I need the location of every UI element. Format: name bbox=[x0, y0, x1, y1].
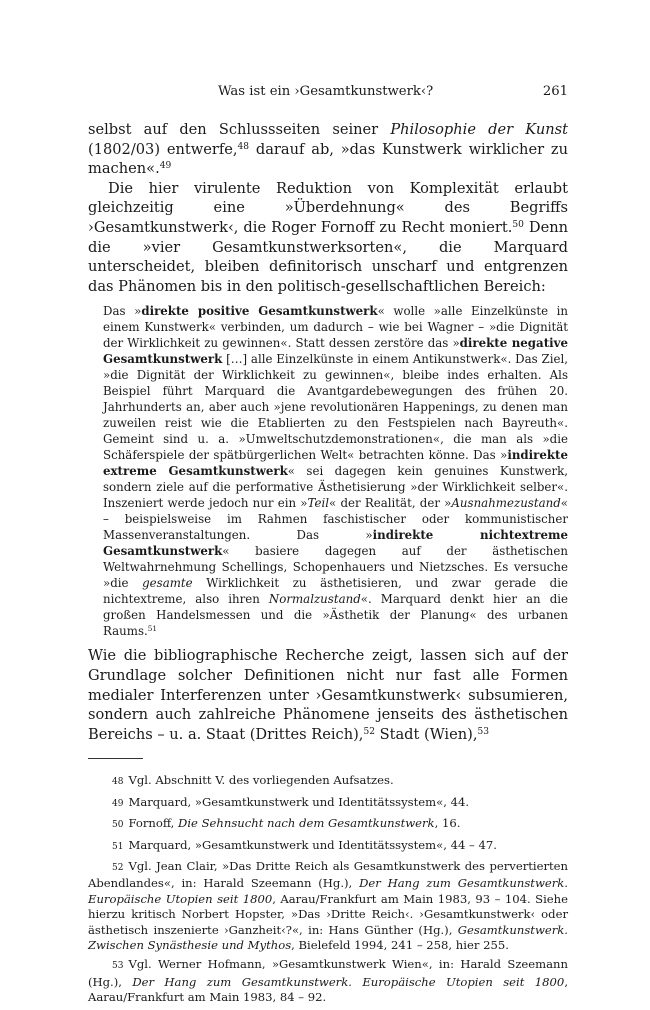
italic-text: Teil bbox=[307, 496, 330, 511]
italic-text: gesamte bbox=[142, 576, 193, 591]
italic-text: Die Sehnsucht nach dem Gesamtkunstwerk bbox=[178, 816, 435, 831]
italic-text: Gesamtkunstwerk. Zwischen Synästhesie und Mythos bbox=[88, 922, 568, 952]
text-run: « sei dagegen kein genuines Kunstwerk, sondern ziele auf die performative Ästhetisierung »der Wirklichkeit selber«. Inszeniert werde jedoch nur ein » bbox=[103, 464, 568, 511]
footnote-ref: 52 bbox=[363, 726, 375, 737]
block-quote-text bbox=[103, 303, 568, 639]
footnote-ref: 48 bbox=[237, 141, 250, 152]
running-head bbox=[88, 84, 568, 106]
bold-term: direkte negative Gesamtkunstwerk bbox=[103, 336, 568, 367]
running-title: Was ist ein ›Gesamtkunstwerk‹? bbox=[218, 84, 434, 99]
footnote-ref: 53 bbox=[477, 726, 489, 737]
footnote-number: 51 bbox=[112, 841, 124, 852]
text-run: « wolle »alle Einzelkünste in einem Kunstwerk« verbinden, um dadurch – wie bei Wagner – »die Dignität der Wirklichkeit zu gewinnen«. Statt dessen zerstöre das » bbox=[103, 304, 569, 351]
closing-text bbox=[88, 646, 568, 744]
text-run: (1802/03) entwerfe, bbox=[88, 140, 238, 158]
text-run: darauf ab, »das Kunstwerk wirklicher zu machen«. bbox=[88, 140, 568, 178]
footnote-52 bbox=[88, 859, 568, 953]
block-quote bbox=[103, 303, 568, 639]
book-page bbox=[88, 84, 568, 1010]
text-run: […] alle Einzelkünste in einem Antikunstwerk«. Das Ziel, »die Dignität der Wirklichkeit zu gewinnen«, bleibe indes erhalten. Als Beispiel führt Marquard die Avantgardebewegungen des frühen 20. Jahrhunderts an, aber auch »jene revolutionären Happenings, zu denen man zuweilen reist wie die Etablierten zu den Festspielen nach Bayreuth«. Gemeint sind u. a. »Umweltschutzdemonstrationen«, die man als »die Schäferspiele der spätbürgerlichen Welt« betrachten könne. Das » bbox=[103, 352, 568, 463]
italic-text: Philosophie der Kunst bbox=[390, 121, 568, 138]
italic-text: Der Hang zum Gesamtkunstwerk. Europäische Utopien seit 1800 bbox=[88, 876, 568, 906]
text-run: « der Realität, der » bbox=[329, 496, 452, 511]
footnote-number: 53 bbox=[112, 961, 124, 972]
footnote-50 bbox=[88, 816, 568, 833]
text-run: « basiere dagegen auf der ästhetischen Weltwahrnehmung Schellings, Schopenhauers und Nietzsches. Es versuche »die bbox=[103, 544, 568, 591]
paragraph-1 bbox=[88, 120, 568, 179]
text-run: Das » bbox=[103, 304, 142, 319]
paragraph-3 bbox=[88, 646, 568, 744]
text-run: Vgl. Werner Hofmann, »Gesamtkunstwerk Wien«, in: Harald Szeemann (Hg.), bbox=[88, 957, 568, 989]
text-run: selbst auf den Schlussseiten seiner bbox=[88, 121, 391, 138]
footnote-ref: 50 bbox=[512, 220, 524, 230]
text-run: Marquard, »Gesamtkunstwerk und Identitätssystem«, 44. bbox=[128, 794, 470, 809]
footnote-number: 49 bbox=[112, 798, 124, 809]
bold-term: indirekte extreme Gesamtkunstwerk bbox=[103, 448, 568, 479]
footnote-49 bbox=[88, 795, 568, 812]
text-run: Vgl. Abschnitt V. des vorliegenden Aufsatzes. bbox=[128, 773, 394, 788]
footnote-ref: 49 bbox=[159, 161, 172, 172]
text-run: « – beispielsweise im Rahmen faschistischer oder kommunistischer Massenveranstaltungen. Das » bbox=[103, 496, 568, 543]
italic-text: Ausnahmezustand bbox=[451, 496, 561, 511]
italic-text: Normalzustand bbox=[268, 592, 361, 607]
footnote-separator bbox=[88, 758, 143, 759]
text-run: Denn die »vier Gesamtkunstwerksorten«, die Marquard unterscheidet, bleiben definitorisch unscharf und entgrenzen das Phänomen bis in den politisch-gesellschaftlichen Bereich: bbox=[88, 218, 568, 295]
text-run: Wirklichkeit zu ästhetisieren, und zwar gerade die nichtextreme, also ihren bbox=[103, 576, 568, 607]
bold-term: direkte positive Gesamtkunstwerk bbox=[141, 304, 378, 319]
page-number: 261 bbox=[542, 84, 568, 99]
text-run: Marquard, »Gesamtkunstwerk und Identitätssystem«, 44 – 47. bbox=[128, 837, 497, 852]
text-run: Vgl. Jean Clair, »Das Dritte Reich als Gesamtkunstwerk des pervertierten Abendlandes«, in: Harald Szeemann (Hg.), bbox=[88, 858, 568, 891]
italic-text: Der Hang zum Gesamtkunstwerk. Europäische Utopien seit 1800 bbox=[132, 974, 565, 989]
text-run: Die hier virulente Reduktion von Komplexität erlaubt gleichzeitig eine »Überdehnung« des Begriffs ›Gesamtkunstwerk‹, die Roger Fornoff zu Recht moniert. bbox=[88, 179, 568, 236]
footnote-48 bbox=[88, 773, 568, 790]
text-run: Wie die bibliographische Recherche zeigt, lassen sich auf der Grundlage solcher Definitionen nicht nur fast alle Formen medialer Interferenzen unter ›Gesamtkunstwerk‹ subsumieren, sondern auch zahlreiche Phänomene jenseits des ästhetischen Bereichs – u. a. Staat (Drittes Reich), bbox=[88, 647, 568, 743]
footnote-number: 48 bbox=[112, 777, 124, 788]
text-run: , Aarau/Frankfurt am Main 1983, 84 – 92. bbox=[88, 974, 568, 1005]
footnote-number: 52 bbox=[112, 862, 124, 873]
footnote-ref: 51 bbox=[147, 624, 158, 634]
footnotes bbox=[88, 773, 568, 1005]
paragraph-2 bbox=[88, 179, 568, 297]
body-text bbox=[88, 120, 568, 296]
footnote-number: 50 bbox=[112, 820, 124, 831]
text-run: , Bielefeld 1994, 241 – 258, hier 255. bbox=[291, 937, 509, 952]
text-run: Fornoff, bbox=[128, 816, 179, 831]
text-run: «. Marquard denkt hier an die großen Handelsmessen und die »Ästhetik der Planung« des urbanen Raums. bbox=[103, 592, 569, 639]
bold-term: indirekte nichtextreme Gesamtkunstwerk bbox=[103, 528, 568, 559]
text-run: , Aarau/Frankfurt am Main 1983, 93 – 104. Siehe hierzu kritisch Norbert Hopster, »Das ›Dritte Reich‹. ›Gesamtkunstwerk‹ oder ästhetisch inszenierte ›Ganzheit‹?«, in: Hans Günther (Hg.), bbox=[88, 891, 568, 937]
footnote-53 bbox=[88, 957, 568, 1005]
footnote-51 bbox=[88, 838, 568, 855]
text-run: , 16. bbox=[434, 816, 461, 831]
text-run: Stadt (Wien), bbox=[374, 725, 478, 743]
